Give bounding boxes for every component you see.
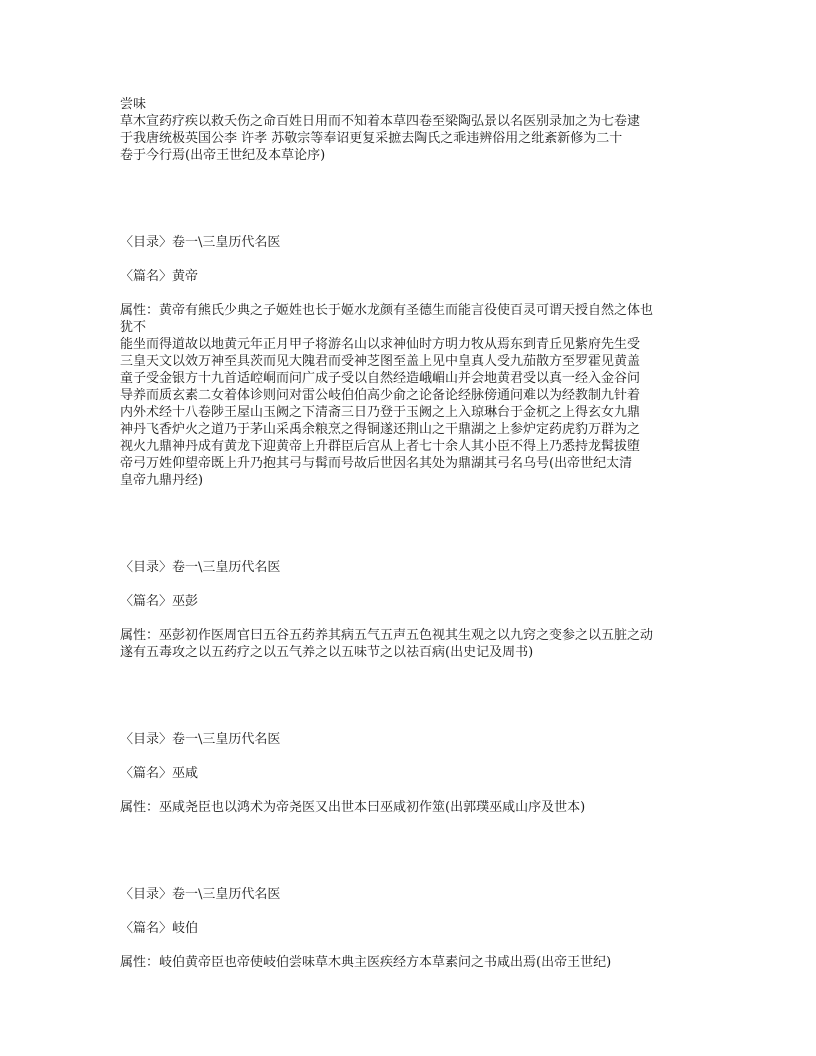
entry-qibo bbox=[120, 886, 700, 971]
catalog-line: 〈目录〉卷一\三皇历代名医 bbox=[120, 887, 281, 902]
intro-paragraph bbox=[120, 96, 700, 164]
document-page bbox=[120, 96, 700, 971]
text-line: 三皇天文以效万神至具茨而见大隗君而受神芝图至盖上见中皇真人受九茄散方至罗霍见黄盖 bbox=[120, 354, 641, 369]
text-line: 属性：黄帝有熊氏少典之子姬姓也长于姬水龙颜有圣德生而能言役使百灵可谓天授自然之体也 bbox=[120, 303, 654, 318]
text-line: 于我唐统极英国公李 许孝 苏敬宗等奉诏更复采摭去陶氏之乖违辨俗用之纰紊新修为二十 bbox=[120, 131, 623, 146]
text-line: 草木宣药疗疾以救夭伤之命百姓日用而不知着本草四卷至梁陶弘景以名医别录加之为七卷逮 bbox=[120, 114, 641, 129]
catalog-line: 〈目录〉卷一\三皇历代名医 bbox=[120, 732, 281, 747]
text-line: 视火九鼎神丹成有黄龙下迎黄帝上升群臣后宫从上者七十余人其小臣不得上乃悉持龙髯拔堕 bbox=[120, 439, 641, 454]
text-line: 能坐而得道故以地黄元年正月甲子将游名山以求神仙时方明力牧从焉东到青丘见紫府先生受 bbox=[120, 337, 641, 352]
text-line: 属性：岐伯黄帝臣也帝使岐伯尝味草木典主医疾经方本草素问之书咸出焉(出帝王世纪) bbox=[120, 955, 612, 970]
text-line: 遂有五毒攻之以五药疗之以五气养之以五味节之以祛百病(出史记及周书) bbox=[120, 645, 534, 660]
attribute-text bbox=[120, 627, 700, 661]
chapter-name: 〈篇名〉巫咸 bbox=[120, 766, 199, 781]
text-line: 属性：巫咸尧臣也以鸿术为帝尧医又出世本曰巫咸初作筮(出郭璞巫咸山序及世本) bbox=[120, 800, 586, 815]
catalog-line: 〈目录〉卷一\三皇历代名医 bbox=[120, 560, 281, 575]
attribute-text bbox=[120, 302, 700, 489]
catalog-line: 〈目录〉卷一\三皇历代名医 bbox=[120, 235, 281, 250]
entry-wupeng bbox=[120, 559, 700, 661]
entry-huangdi bbox=[120, 234, 700, 489]
text-line: 犹不 bbox=[120, 320, 147, 335]
text-line: 内外术经十八卷陟王屋山玉阙之下清斋三日乃登于玉阙之上入琼琳台于金杌之上得玄女九鼎 bbox=[120, 405, 641, 420]
text-line: 神丹飞香炉火之道乃于茅山采禹余粮烹之得铜遂还荆山之干鼎湖之上参炉定药虎豹万群为之 bbox=[120, 422, 641, 437]
text-line: 童子受金银方十九首适崆峒而问广成子受以自然经造峨嵋山并会地黄君受以真一经入金谷问 bbox=[120, 371, 641, 386]
chapter-name: 〈篇名〉黄帝 bbox=[120, 269, 199, 284]
attribute-text bbox=[120, 799, 700, 816]
text-line: 卷于今行焉(出帝王世纪及本草论序) bbox=[120, 148, 326, 163]
entry-wuxian bbox=[120, 731, 700, 816]
chapter-name: 〈篇名〉岐伯 bbox=[120, 921, 199, 936]
attribute-text bbox=[120, 954, 700, 971]
text-line: 皇帝九鼎丹经) bbox=[120, 473, 204, 488]
text-line: 帝弓万姓仰望帝既上升乃抱其弓与髯而号故后世因名其处为鼎湖其弓名乌号(出帝世纪太清 bbox=[120, 456, 633, 471]
text-line: 属性：巫彭初作医周官曰五谷五药养其病五气五声五色视其生观之以九窍之变参之以五脏之动 bbox=[120, 628, 654, 643]
chapter-name: 〈篇名〉巫彭 bbox=[120, 594, 199, 609]
text-line: 尝味 bbox=[120, 97, 147, 112]
text-line: 导养而质玄素二女着体诊则问对雷公岐伯伯高少俞之论备论经脉傍通问难以为经教制九针着 bbox=[120, 388, 641, 403]
